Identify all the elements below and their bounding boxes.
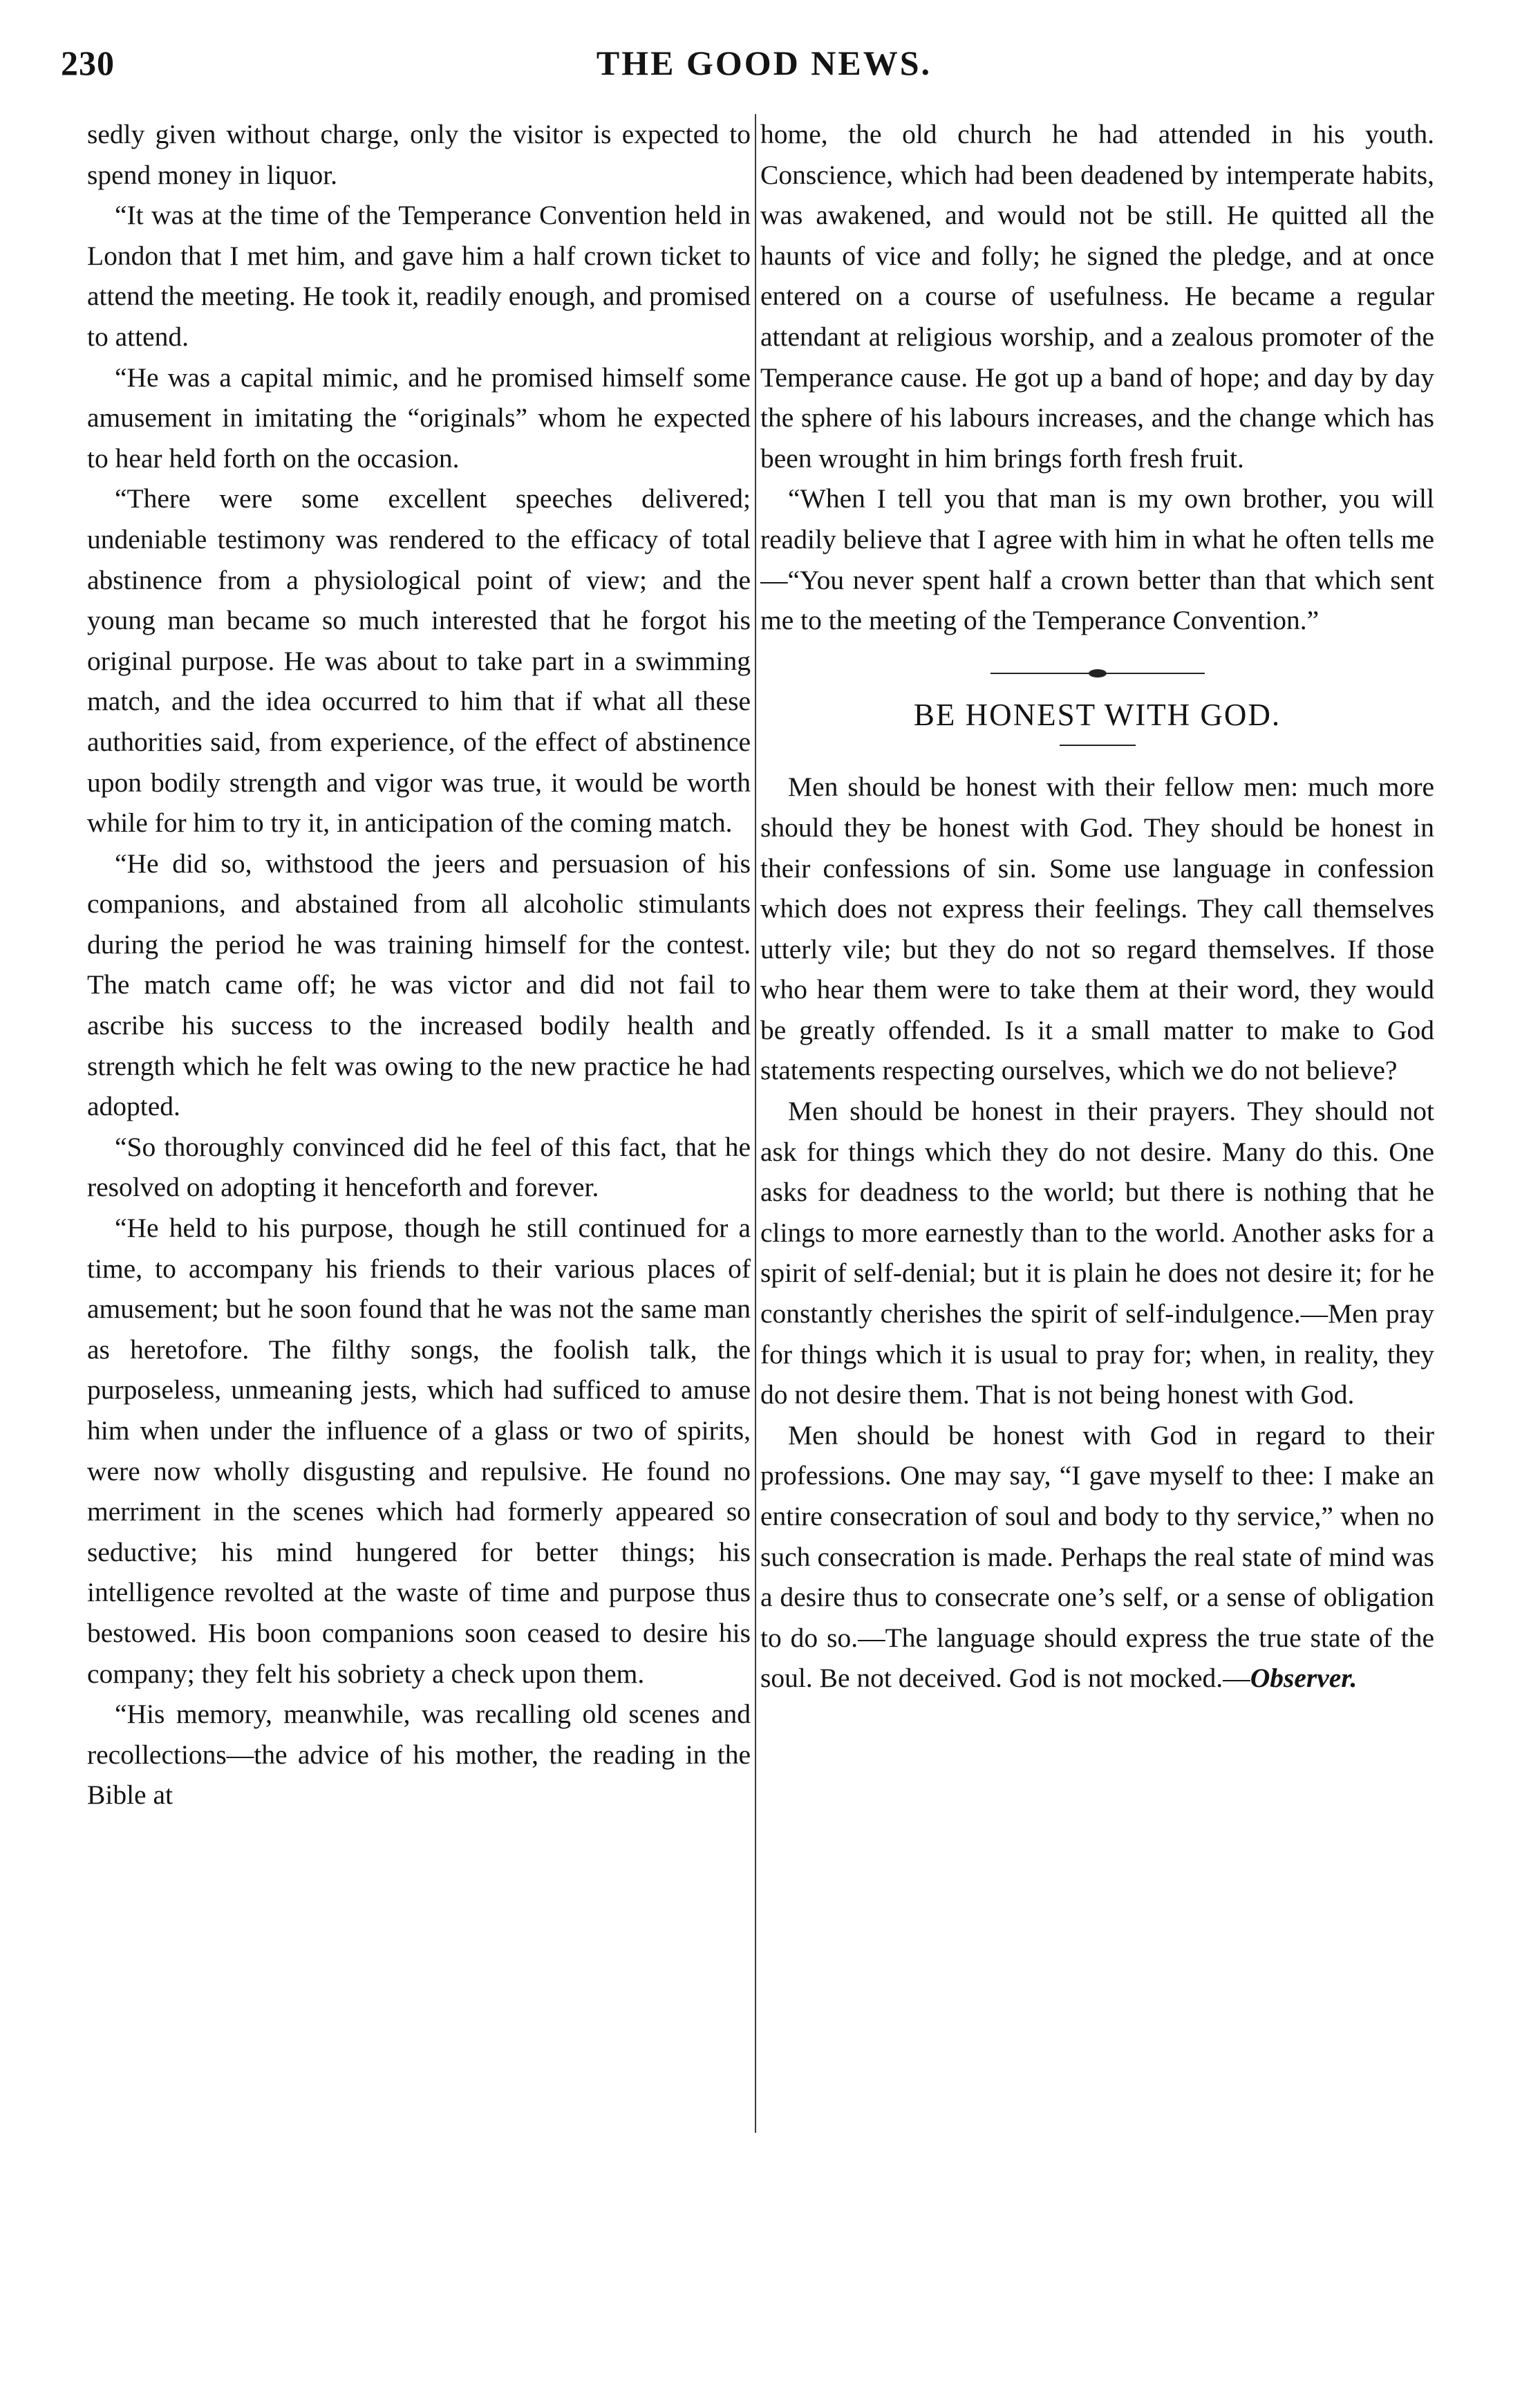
paragraph: [760, 1415, 1434, 1699]
paragraph: “He was a capital mimic, and he promised himself some amusement in imitating the “originals” whom he expected to hear held forth on the occasion.: [87, 362, 751, 474]
page-number: 230: [61, 44, 115, 82]
paragraph: “There were some excellent speeches delivered; undeniable testimony was rendered to the efficacy of total abstinence from a physiological point of view; and the young man became so much interested that he forgot his original purpose. He was about to take part in a swimming match, and the idea occurred to him that if what all these authorities said, from experience, of the effect of abstinence upon bodily strength and vigor was true, it would be worth while for him to try it, in anticipation of the coming match.: [87, 483, 751, 839]
paragraph: “When I tell you that man is my own brother, you will readily believe that I agree with him in what he often tells me—“You never spent half a crown better than that which sent me to the meeting of the Temperance Convention.”: [760, 483, 1434, 636]
paragraph: sedly given without charge, only the visitor is expected to spend money in liquor.: [87, 119, 751, 190]
right-column: [760, 114, 1434, 2285]
paragraph: home, the old church he had attended in his youth. Conscience, which had been deadened by intemperate habits, was awakened, and would not be still. He quitted all the haunts of vice and folly; he signed the pledge, and at once entered on a course of usefulness. He became a regular attendant at religious worship, and a zealous promoter of the Temperance cause. He got up a band of hope; and day by day the sphere of his labours increases, and the change which has been wrought in him brings forth fresh fruit.: [760, 119, 1434, 474]
paragraph: “He held to his purpose, though he still continued for a time, to accompany his friends to their various places of amusement; but he soon found that he was not the same man as heretofore. The filthy songs, the foolish talk, the purposeless, unmeaning jests, which had sufficed to amuse him when under the influence of a glass or two of spirits, were now wholly disgusting and repulsive. He found no merriment in the scenes which had formerly appeared so seductive; his mind hungered for better things; his intelligence revolted at the waste of time and purpose thus bestowed. His boon companions soon ceased to desire his company; they felt his sobriety a check upon them.: [87, 1213, 751, 1689]
paragraph: “He did so, withstood the jeers and persuasion of his companions, and abstained from all alcoholic stimulants during the period he was training himself for the contest. The match came off; he was victor and did not fail to ascribe his success to the increased bodily health and strength which he felt was owing to the new practice he had adopted.: [87, 848, 751, 1122]
paragraph: “So thoroughly convinced did he feel of this fact, that he resolved on adopting it henceforth and forever.: [87, 1131, 751, 1203]
running-title: THE GOOD NEWS.: [596, 44, 932, 82]
left-column: [87, 114, 751, 2285]
section-divider: [990, 669, 1205, 678]
article-title: BE HONEST WITH GOD.: [913, 697, 1281, 732]
title-rule: [1060, 745, 1136, 746]
paragraph: Men should be honest in their prayers. They should not ask for things which they do not desire. Many do this. One asks for deadness to the world; but there is nothing that he clings to more earnestly than to the world. Another asks for a spirit of self-denial; but it is plain he does not desire it; for he constantly cherishes the spirit of self-indulgence.—Men pray for things which it is usual to pray for; when, in reality, they do not desire them. That is not being honest with God.: [760, 1096, 1434, 1410]
page-header: [61, 36, 1467, 102]
paragraph: Men should be honest with their fellow men: much more should they be honest with God. They should be honest in their confessions of sin. Some use language in confession which does not express their feelings. They call themselves utterly vile; but they do not so regard themselves. If those who hear them were to take them at their word, they would be greatly offended. Is it a small matter to make to God statements respecting ourselves, which we do not believe?: [760, 772, 1434, 1086]
paragraph-text: Men should be honest with God in regard to their professions. One may say, “I gave myself to thee: I make an entire consecration of soul and body to thy service,” when no such consecration is made. Perhaps the real state of mind was a desire thus to consecrate one’s self, or a sense of obligation to do so.—The language should express the true state of the soul. Be not deceived. God is not mocked.—: [760, 1419, 1434, 1694]
paragraph: “It was at the time of the Temperance Convention held in London that I met him, and gave him a half crown ticket to attend the meeting. He took it, readily enough, and promised to attend.: [87, 200, 751, 352]
attribution: Observer.: [1250, 1663, 1358, 1694]
column-rule: [755, 114, 756, 2133]
paragraph: “His memory, meanwhile, was recalling old scenes and recollections—the advice of his mother, the reading in the Bible at: [87, 1699, 751, 1811]
